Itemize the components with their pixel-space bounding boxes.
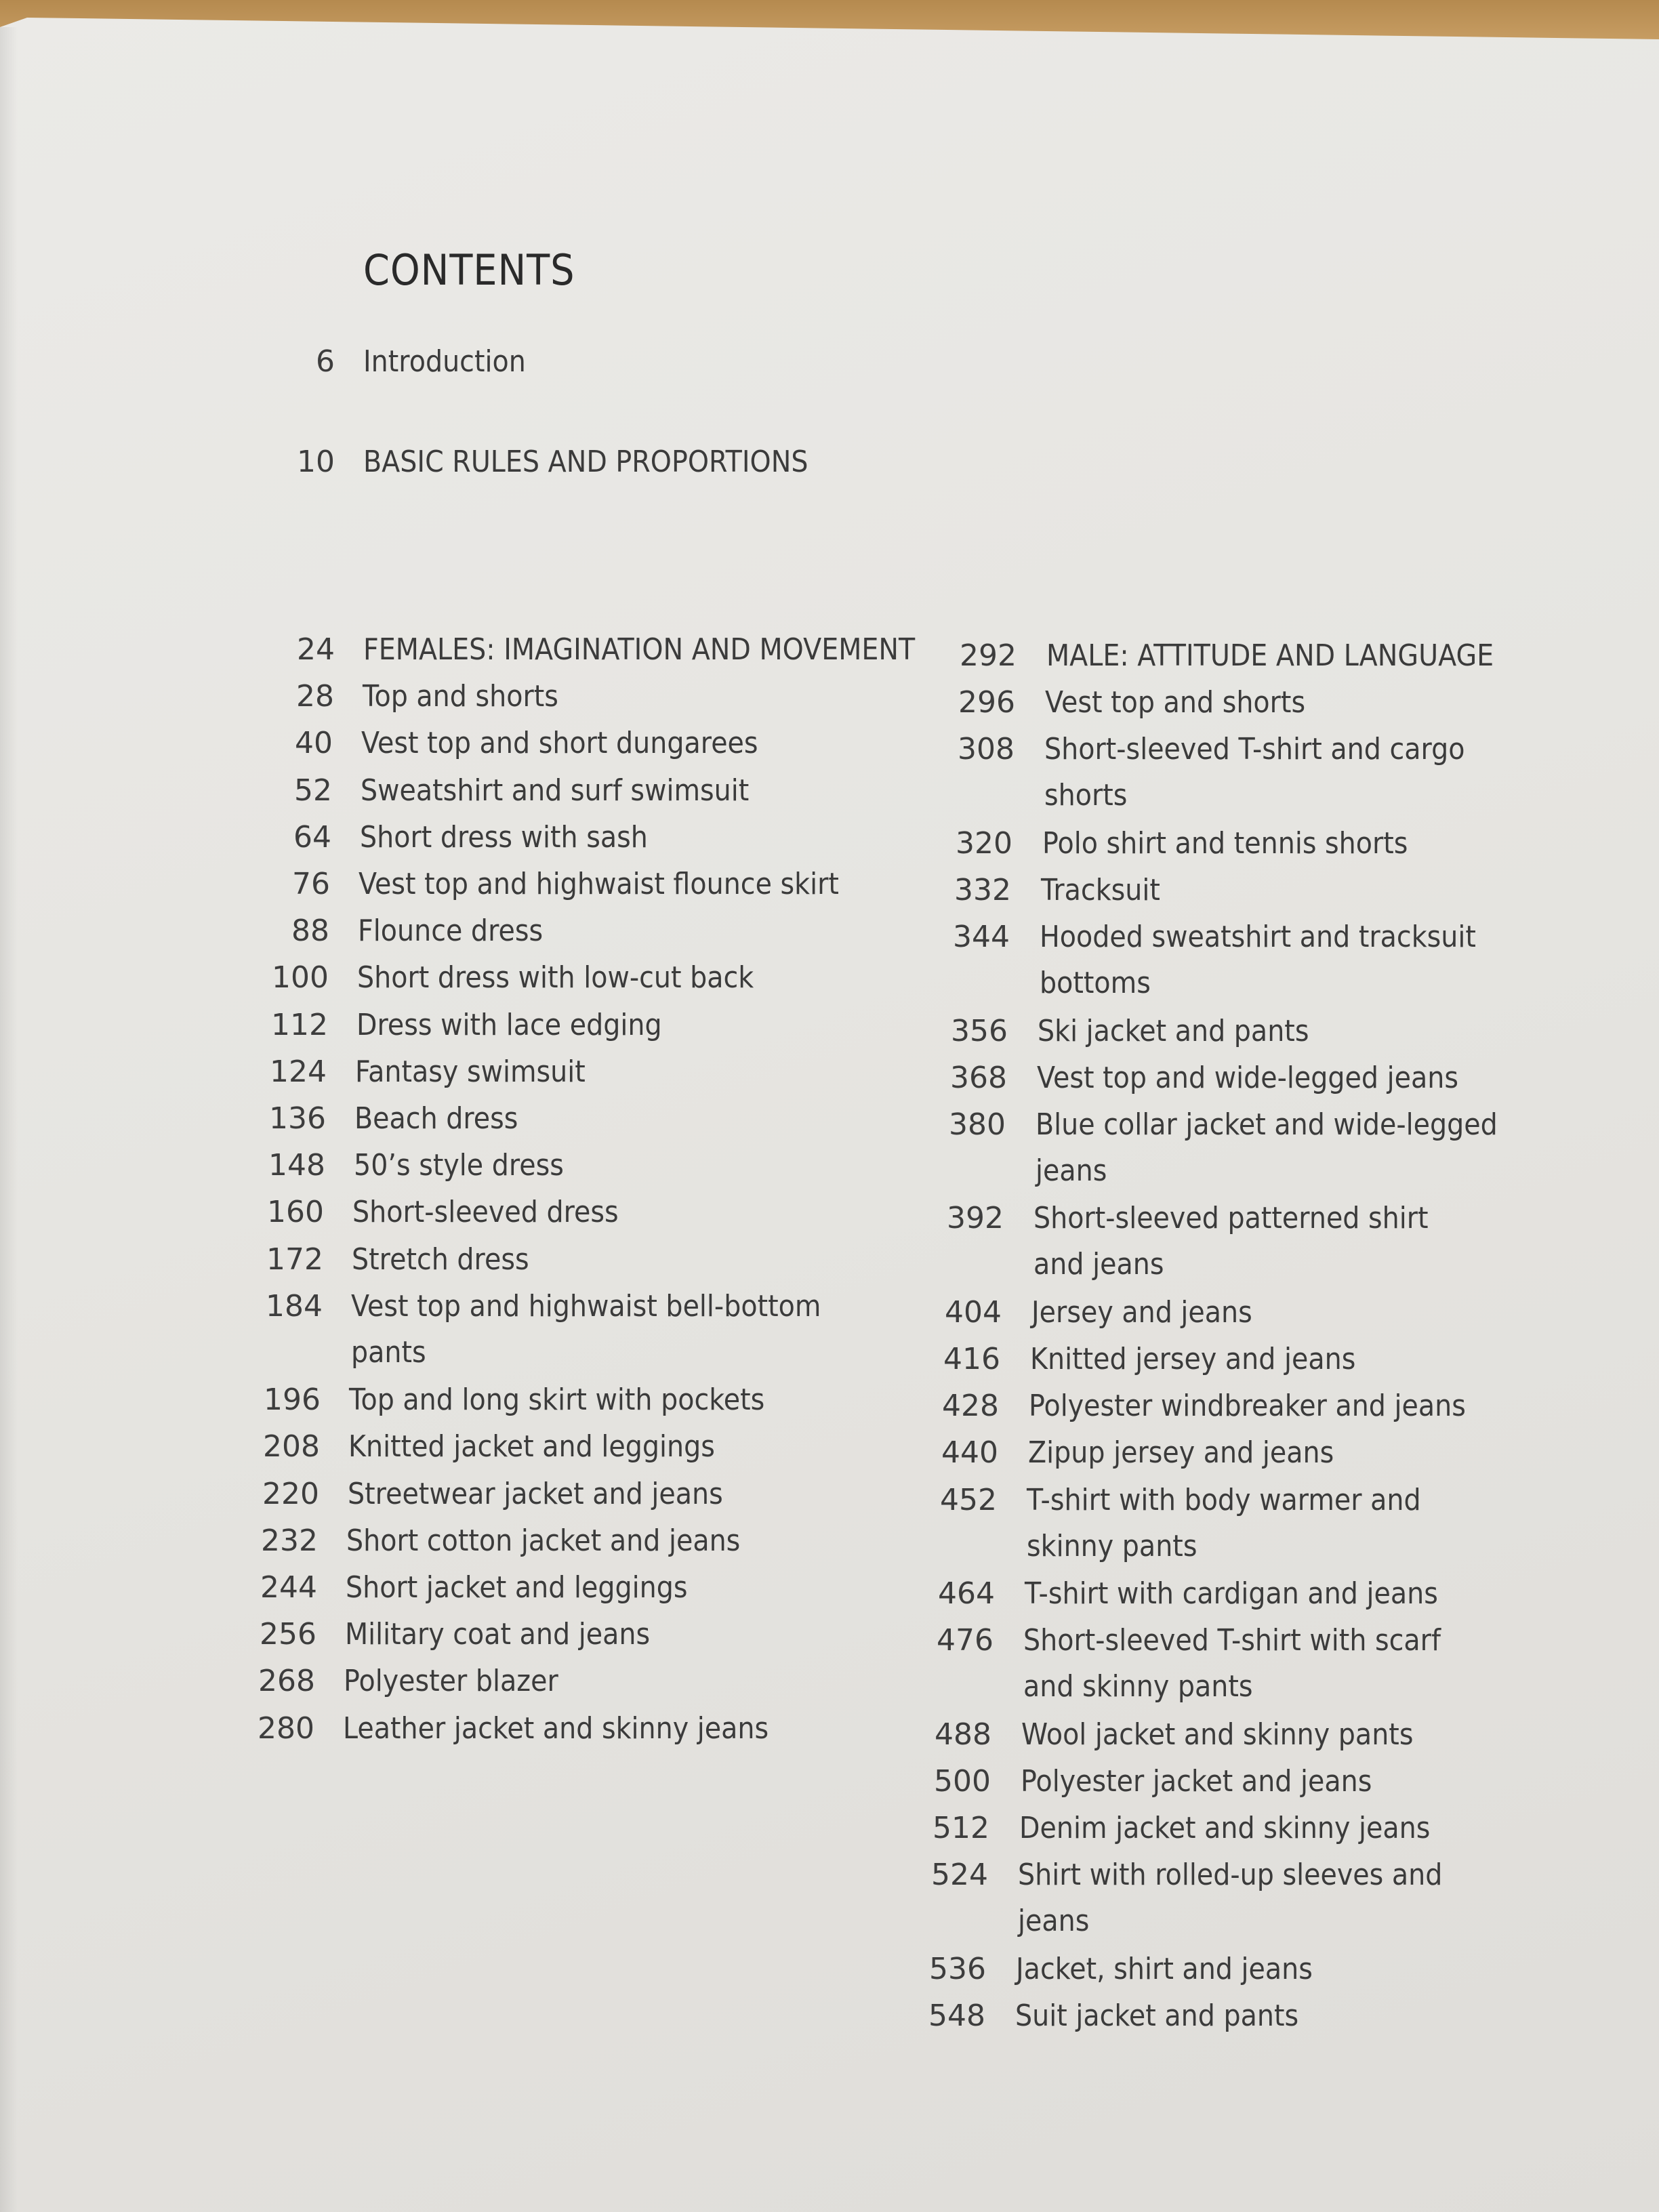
toc-entry-title: Short dress with sash <box>360 819 648 855</box>
toc-entry-title: Polo shirt and tennis shorts <box>1042 825 1408 861</box>
toc-entry-title: Blue collar jacket and wide-legged <box>1036 1107 1498 1142</box>
toc-page-number: 10 <box>297 445 335 479</box>
toc-entry-title: Beach dress <box>354 1101 518 1136</box>
toc-entry-title: Jersey and jeans <box>1031 1294 1252 1330</box>
toc-page-number: 40 <box>295 726 333 761</box>
toc-page-number: 24 <box>297 632 335 667</box>
toc-entry-title: T-shirt with body warmer and <box>1027 1482 1421 1517</box>
toc-entry <box>0 1055 1659 1096</box>
toc-page-number: 548 <box>928 1998 985 2033</box>
toc-entry-title: Polyester windbreaker and jeans <box>1029 1389 1466 1424</box>
toc-entry <box>0 1290 1659 1330</box>
toc-page-number: 268 <box>258 1664 315 1699</box>
toc-entry <box>0 680 1659 720</box>
toc-entry-title-continued: bottoms <box>1040 966 1151 1001</box>
toc-entry <box>0 867 1659 908</box>
toc-page-number: 464 <box>938 1576 995 1611</box>
contents-heading: CONTENTS <box>363 245 575 295</box>
toc-entry-title: Vest top and shorts <box>1045 685 1306 720</box>
toc-page-number: 536 <box>929 1951 986 1986</box>
toc-entry-title: Knitted jersey and jeans <box>1030 1342 1356 1376</box>
toc-entry <box>0 1143 1659 1183</box>
toc-entry-title: Hooded sweatshirt and tracksuit <box>1040 920 1476 955</box>
toc-page-number: 232 <box>261 1523 318 1558</box>
toc-entry-title-continued: jeans <box>1036 1153 1107 1188</box>
toc-page-number: 416 <box>943 1342 1000 1376</box>
toc-entry <box>0 1383 1659 1424</box>
toc-entry-title: Knitted jacket and leggings <box>348 1429 715 1465</box>
toc-page-number: 488 <box>935 1717 991 1752</box>
toc-entry-title-continued: and skinny pants <box>1023 1669 1253 1704</box>
toc-entry <box>0 439 1659 480</box>
toc-page-number: 124 <box>270 1054 327 1089</box>
toc-entry <box>0 1993 1659 2034</box>
toc-entry-title: Vest top and wide-legged jeans <box>1037 1060 1458 1095</box>
toc-page-number: 256 <box>260 1617 316 1652</box>
toc-entry-title-continued: jeans <box>1018 1904 1090 1939</box>
toc-page-number: 220 <box>262 1476 319 1511</box>
toc-entry-title: Sweatshirt and surf swimsuit <box>361 773 750 808</box>
toc-entry-title: Leather jacket and skinny jeans <box>343 1711 769 1746</box>
toc-entry-title: Dress with lace edging <box>356 1007 662 1042</box>
toc-page-number: 100 <box>272 960 329 996</box>
toc-entry <box>0 768 1659 808</box>
toc-entry-title: Short-sleeved T-shirt with scarf <box>1023 1623 1441 1658</box>
toc-entry-title: Vest top and highwaist bell-bottom <box>351 1288 821 1324</box>
toc-entry-title: BASIC RULES AND PROPORTIONS <box>363 445 808 479</box>
toc-page-number: 392 <box>947 1201 1004 1236</box>
toc-entry <box>0 1712 1659 1753</box>
toc-page-number: 332 <box>954 873 1011 907</box>
toc-entry-title: 50’s style dress <box>354 1148 564 1183</box>
toc-entry-title-continued: shorts <box>1044 778 1128 813</box>
toc-entry <box>0 1759 1659 1799</box>
toc-page-number: 76 <box>292 867 330 901</box>
toc-page-number: 64 <box>293 819 331 855</box>
toc-page-number: 296 <box>958 685 1015 720</box>
toc-entry-title: Zipup jersey and jeans <box>1028 1435 1334 1471</box>
toc-entry-title: Short-sleeved dress <box>352 1195 619 1230</box>
toc-entry-title: Shirt with rolled-up sleeves and <box>1018 1858 1443 1893</box>
toc-entry-title: FEMALES: IMAGINATION AND MOVEMENT <box>363 632 916 667</box>
toc-entry-title: Suit jacket and pants <box>1015 1998 1299 2033</box>
toc-entry <box>0 339 1659 380</box>
toc-entry <box>0 1430 1659 1471</box>
toc-entry-title: Polyester jacket and jeans <box>1021 1763 1372 1799</box>
toc-entry-title: Short-sleeved patterned shirt <box>1033 1201 1429 1236</box>
toc-entry <box>0 1571 1659 1612</box>
toc-page-number: 476 <box>937 1623 994 1658</box>
toc-page-number: 196 <box>264 1382 321 1418</box>
toc-entry <box>0 1518 1659 1559</box>
toc-page-number: 440 <box>941 1435 998 1471</box>
toc-entry <box>0 821 1659 861</box>
toc-page-number: 452 <box>940 1482 997 1517</box>
toc-page-number: 344 <box>953 920 1010 955</box>
toc-page-number: 292 <box>960 638 1017 673</box>
toc-page-number: 28 <box>296 679 334 714</box>
toc-entry-title: Denim jacket and skinny jeans <box>1019 1811 1431 1845</box>
toc-entry-title: Wool jacket and skinny pants <box>1021 1717 1414 1752</box>
toc-page-number: 244 <box>260 1570 317 1605</box>
toc-page-number: 280 <box>258 1711 314 1746</box>
toc-entry-title: Ski jacket and pants <box>1038 1013 1309 1048</box>
toc-page-number: 368 <box>950 1060 1007 1095</box>
toc-page-number: 428 <box>942 1389 999 1424</box>
toc-page-number: 184 <box>266 1288 323 1324</box>
toc-entry <box>0 1008 1659 1049</box>
toc-page-number: 172 <box>266 1242 323 1277</box>
toc-entry <box>0 1852 1659 1939</box>
toc-entry-title: Stretch dress <box>352 1242 529 1277</box>
toc-entry-title: Military coat and jeans <box>345 1617 651 1652</box>
toc-page-number: 524 <box>931 1858 988 1893</box>
toc-entry-title: MALE: ATTITUDE AND LANGUAGE <box>1046 638 1494 673</box>
toc-page-number: 356 <box>951 1013 1008 1048</box>
toc-page-number: 404 <box>945 1294 1002 1330</box>
toc-entry <box>0 1946 1659 1987</box>
toc-entry-title: Short dress with low-cut back <box>357 960 754 996</box>
toc-page-number: 320 <box>956 825 1012 861</box>
toc-page-number: 512 <box>933 1811 989 1845</box>
toc-page-number: 148 <box>268 1148 325 1183</box>
toc-entry-title: Short jacket and leggings <box>346 1570 688 1605</box>
toc-entry-title: Streetwear jacket and jeans <box>348 1476 723 1511</box>
toc-entry <box>0 955 1659 996</box>
toc-page-number: 112 <box>271 1007 328 1042</box>
toc-entry-title: Introduction <box>363 344 526 379</box>
toc-entry-title: Top and long skirt with pockets <box>349 1382 765 1418</box>
toc-entry <box>0 1805 1659 1846</box>
toc-entry <box>0 1336 1659 1377</box>
toc-page-number: 6 <box>316 344 335 379</box>
toc-page-number: 88 <box>291 914 329 949</box>
toc-entry-title-continued: and jeans <box>1033 1247 1164 1282</box>
toc-entry <box>0 1237 1659 1277</box>
toc-entry <box>0 1658 1659 1699</box>
toc-page-number: 208 <box>263 1429 320 1465</box>
toc-entry-title: Short-sleeved T-shirt and cargo <box>1044 732 1465 767</box>
toc-entry-title: Top and shorts <box>363 679 558 714</box>
toc-entry-title: Flounce dress <box>358 914 544 949</box>
toc-page-number: 160 <box>267 1195 324 1230</box>
toc-entry <box>0 633 1659 674</box>
toc-entry-title-continued: pants <box>351 1334 426 1370</box>
toc-entry-title: Polyester blazer <box>344 1664 558 1699</box>
toc-entry-title: Vest top and short dungarees <box>361 726 758 761</box>
toc-page-number: 52 <box>294 773 332 808</box>
toc-entry-title: Fantasy swimsuit <box>355 1054 586 1089</box>
toc-page-number: 500 <box>934 1763 991 1799</box>
toc-entry-title: Jacket, shirt and jeans <box>1016 1951 1313 1986</box>
toc-page-number: 308 <box>958 732 1015 767</box>
toc-entry-title: Tracksuit <box>1041 873 1160 907</box>
toc-page-number: 380 <box>949 1107 1006 1142</box>
toc-page-number: 136 <box>269 1101 326 1136</box>
toc-entry-title: Vest top and highwaist flounce skirt <box>359 867 839 901</box>
toc-entry-title: T-shirt with cardigan and jeans <box>1025 1576 1438 1611</box>
toc-entry-title: Short cotton jacket and jeans <box>346 1523 741 1558</box>
toc-entry-title-continued: skinny pants <box>1027 1528 1197 1563</box>
